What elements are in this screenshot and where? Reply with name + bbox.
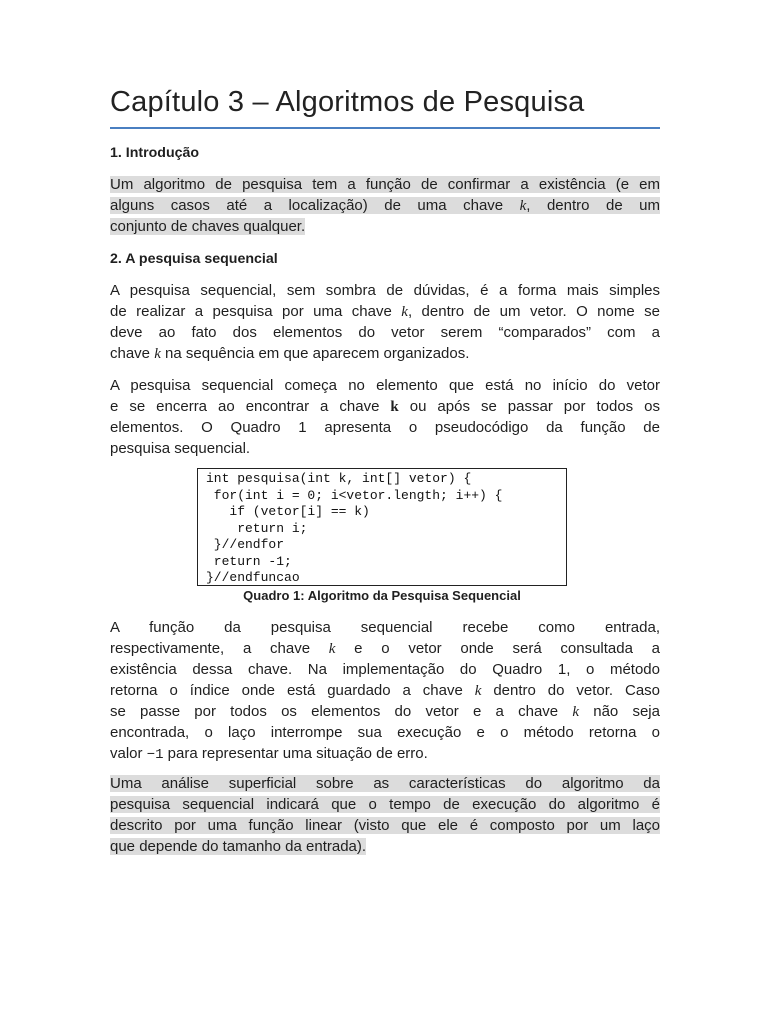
p3-line-3: existência dessa chave. Na implementação do Quadro 1, o método xyxy=(110,661,660,678)
error-value: −1 xyxy=(146,747,164,763)
math-k: k xyxy=(328,641,336,657)
p3-line-5: se passe por todos os elementos do vetor e a chave k não seja xyxy=(110,703,660,720)
p1-line-1: A pesquisa sequencial, sem sombra de dúvidas, é a forma mais simples xyxy=(110,282,660,299)
chapter-title: Capítulo 3 – Algoritmos de Pesquisa xyxy=(110,86,585,118)
p3-line-2: respectivamente, a chave k e o vetor onde será consultada a xyxy=(110,640,661,657)
p4-line-3: descrito por uma função linear (visto que ele é composto por um laço xyxy=(110,817,660,834)
paragraph-2 xyxy=(110,375,660,459)
p2-line-2: e se encerra ao encontrar a chave k ou após se passar por todos os xyxy=(110,398,661,415)
code-line: }//endfor xyxy=(206,537,285,552)
intro-line-3: conjunto de chaves qualquer. xyxy=(110,218,306,235)
p3-line-1: A função da pesquisa sequencial recebe como entrada, xyxy=(110,619,660,636)
p2-line-3: elementos. O Quadro 1 apresenta o pseudocódigo da função de xyxy=(110,419,660,436)
section-heading-pesquisa-sequencial: 2. A pesquisa sequencial xyxy=(110,251,278,267)
paragraph-1 xyxy=(110,280,660,364)
p1-line-2: de realizar a pesquisa por uma chave k, dentro de um vetor. O nome se xyxy=(110,303,660,320)
math-k: k xyxy=(572,704,580,720)
code-listing xyxy=(197,468,567,586)
math-k: k xyxy=(474,683,482,699)
code-line: return i; xyxy=(206,520,308,536)
code-caption: Quadro 1: Algoritmo da Pesquisa Sequencial xyxy=(243,588,521,603)
section-heading-introducao: 1. Introdução xyxy=(110,145,200,161)
p2-line-4: pesquisa sequencial. xyxy=(110,440,251,457)
p4-line-1: Uma análise superficial sobre as características do algoritmo da xyxy=(110,775,660,792)
p3-line-4: retorna o índice onde está guardado a chave k dentro do vetor. Caso xyxy=(110,682,661,699)
code-line: }//endfuncao xyxy=(206,570,300,585)
p3-line-7: valor −1 para representar uma situação de erro. xyxy=(110,745,428,763)
paragraph-4 xyxy=(110,773,660,857)
title-underline xyxy=(110,127,660,129)
p4-line-2: pesquisa sequencial indicará que o tempo de execução do algoritmo é xyxy=(110,796,660,813)
math-k: k xyxy=(390,399,399,415)
math-k: k xyxy=(401,304,408,320)
code-line: int pesquisa(int k, int[] vetor) { xyxy=(206,471,472,486)
paragraph-3 xyxy=(110,617,660,764)
code-line: return -1; xyxy=(206,553,292,569)
intro-line-2: alguns casos até a localização) de uma chave k, dentro de um xyxy=(110,197,660,214)
p1-line-4: chave k na sequência em que aparecem organizados. xyxy=(110,345,470,362)
p3-line-6: encontrada, o laço interrompe sua execução e o método retorna o xyxy=(110,724,660,741)
math-k: k xyxy=(519,198,527,214)
code-line: for(int i = 0; i<vetor.length; i++) { xyxy=(206,487,503,503)
code-line: if (vetor[i] == k) xyxy=(206,504,370,519)
p4-line-4: que depende do tamanho da entrada). xyxy=(110,838,367,855)
intro-paragraph xyxy=(110,174,660,237)
intro-line-1: Um algoritmo de pesquisa tem a função de confirmar a existência (e em xyxy=(110,176,660,193)
p2-line-1: A pesquisa sequencial começa no elemento que está no início do vetor xyxy=(110,377,660,394)
math-k: k xyxy=(154,346,161,362)
p1-line-3: deve ao fato dos elementos do vetor serem “comparados” com a xyxy=(110,324,660,341)
